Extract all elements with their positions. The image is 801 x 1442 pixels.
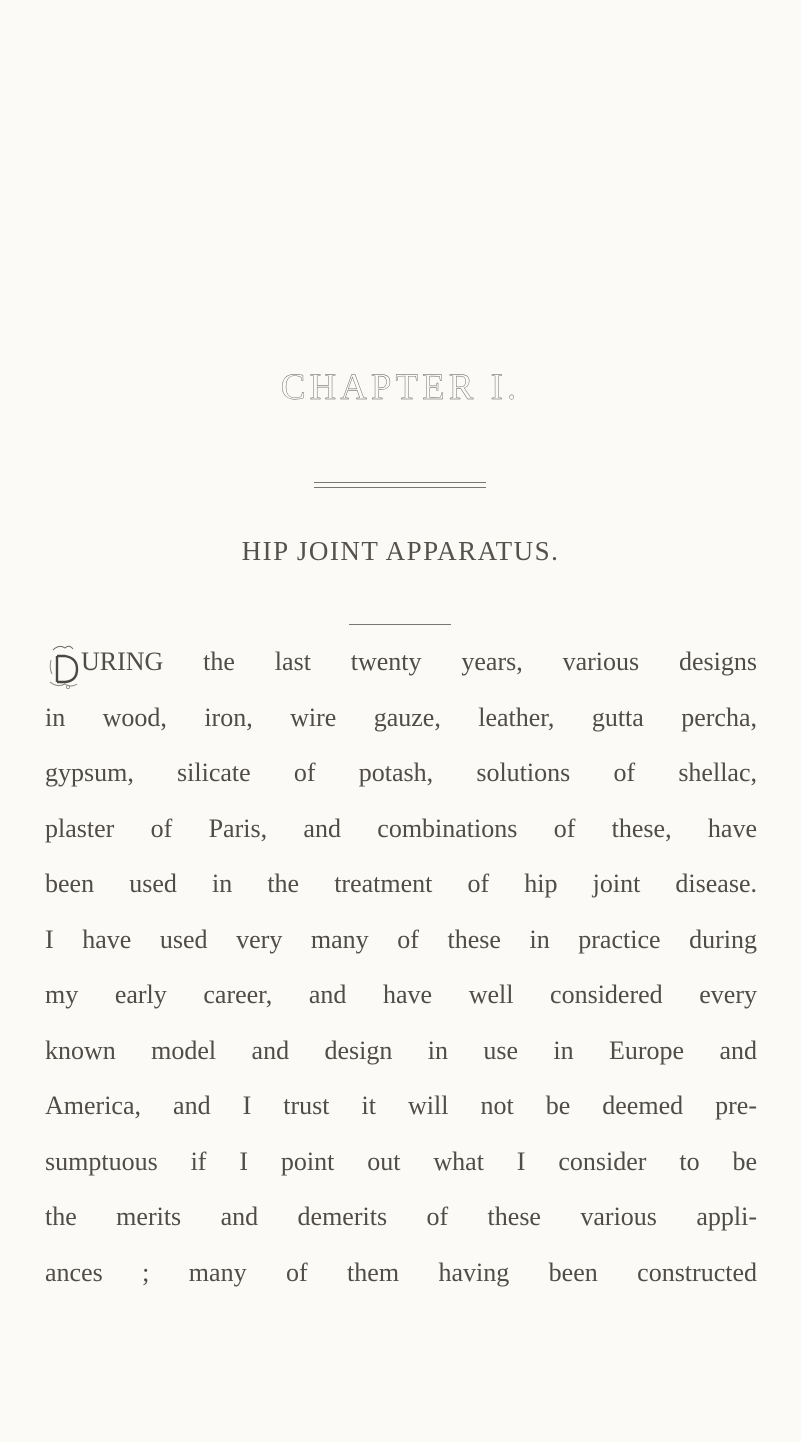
text-line: the merits and demerits of these various appli- — [45, 1202, 757, 1231]
text-line: ances ; many of them having been constructed — [45, 1257, 757, 1287]
section-title: HIP JOINT APPARATUS. — [241, 536, 560, 566]
text-line: plaster of Paris, and combinations of these, have — [45, 813, 757, 843]
text-line: known model and design in use in Europe and — [45, 1035, 757, 1065]
text-line: URING the last twenty years, various designs — [81, 647, 757, 676]
text-line: my early career, and have well considered every — [45, 980, 757, 1009]
text-line: America, and I trust it will not be deemed pre- — [45, 1091, 757, 1120]
text-line: been used in the treatment of hip joint disease. — [45, 869, 757, 898]
body-paragraph — [45, 634, 757, 1300]
text-line: sumptuous if I point out what I consider to be — [45, 1146, 757, 1176]
text-line: gypsum, silicate of potash, solutions of shellac, — [45, 758, 757, 787]
double-rule-divider — [314, 482, 486, 488]
short-rule-divider — [349, 624, 451, 625]
text-line: in wood, iron, wire gauze, leather, gutta percha, — [45, 702, 757, 732]
chapter-heading: CHAPTER I. — [280, 367, 521, 408]
ornamental-drop-cap-d — [47, 644, 83, 690]
text-line: I have used very many of these in practice during — [45, 924, 757, 954]
